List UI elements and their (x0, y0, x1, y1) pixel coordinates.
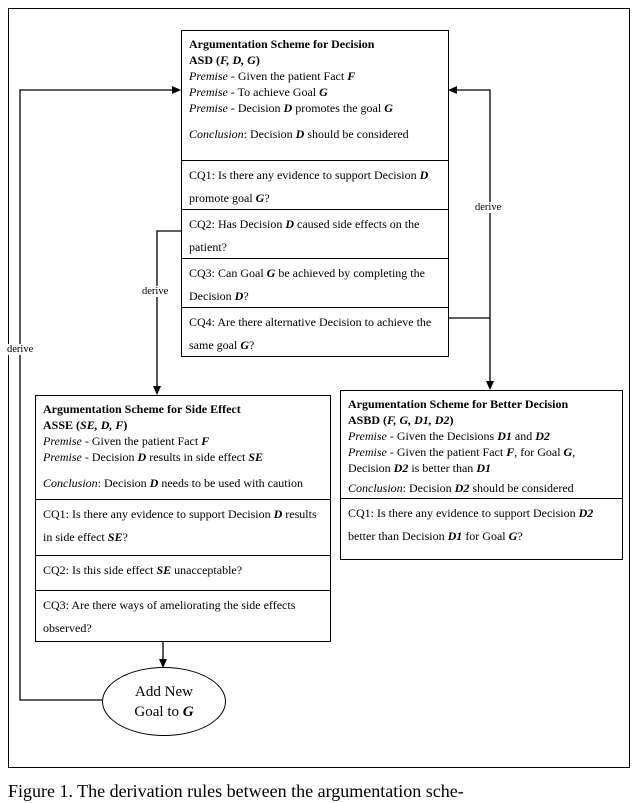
scheme-box-asbd (340, 390, 623, 560)
scheme-box-asd (181, 30, 449, 357)
asbd-header-section (341, 391, 622, 498)
derive-label-right: derive (475, 202, 502, 213)
asse-header-line: ASSE (SE, D, F) (43, 418, 128, 432)
asd-header-section (182, 31, 448, 160)
asd-header-line: Premise - Decision D promotes the goal G (189, 101, 393, 115)
asd-cq3-section: CQ3: Can Goal G be achieved by completing the Decision D? (182, 258, 448, 307)
add-new-goal-line: Goal to G (134, 703, 194, 720)
asd-header-line: Conclusion: Decision D should be considered (189, 127, 409, 141)
asse-header-line: Premise - Given the patient Fact F (43, 434, 210, 448)
asse-header-line: Premise - Decision D results in side effect SE (43, 450, 263, 464)
asd-cq4-section: CQ4: Are there alternative Decision to achieve the same goal G? (182, 307, 448, 356)
asse-cq3-section: CQ3: Are there ways of ameliorating the side effects observed? (36, 590, 330, 641)
asbd-header-line: Argumentation Scheme for Better Decision (348, 397, 569, 411)
scheme-box-asse (35, 395, 331, 642)
asbd-header-line: Premise - Given the Decisions D1 and D2 (348, 429, 550, 443)
asse-header-line: Argumentation Scheme for Side Effect (43, 402, 241, 416)
asd-header-line: Premise - Given the patient Fact F (189, 69, 356, 83)
asse-header-section (36, 396, 330, 499)
asbd-header-line: ASBD (F, G, D1, D2) (348, 413, 454, 427)
asd-header-line: ASD (F, D, G) (189, 53, 260, 67)
asd-header-line: Premise - To achieve Goal G (189, 85, 328, 99)
asd-cq2-section: CQ2: Has Decision D caused side effects on the patient? (182, 209, 448, 258)
asse-cq1-section: CQ1: Is there any evidence to support Decision D results in side effect SE? (36, 499, 330, 555)
asbd-header-line: Premise - Given the patient Fact F, for Goal G, Decision D2 is better than D1 (348, 445, 576, 475)
figure-caption: Figure 1. The derivation rules between the argumentation sche- (8, 781, 464, 801)
asse-header-line: Conclusion: Decision D needs to be used with caution (43, 476, 303, 490)
derive-label-left: derive (7, 344, 34, 355)
asd-cq1-section: CQ1: Is there any evidence to support Decision D promote goal G? (182, 160, 448, 209)
asbd-header-line: Conclusion: Decision D2 should be considered (348, 481, 574, 495)
asbd-cq1-section: CQ1: Is there any evidence to support Decision D2 better than Decision D1 for Goal G? (341, 498, 622, 559)
asd-header-line: Argumentation Scheme for Decision (189, 37, 375, 51)
derive-label-middle: derive (142, 286, 169, 297)
add-new-goal-line: Add New (135, 683, 193, 700)
add-new-goal-node (102, 667, 226, 736)
asse-cq2-section: CQ2: Is this side effect SE unacceptable? (36, 555, 330, 590)
